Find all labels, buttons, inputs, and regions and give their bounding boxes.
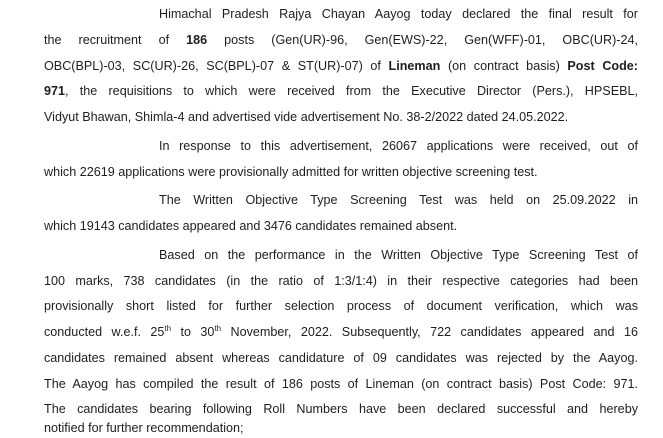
text-segment: posts (Gen(UR)-96, Gen(EWS)-22, Gen(WFF)-01, OBC(UR)-24, [207,33,638,47]
text-segment: , the requisitions to which were received from the Executive Director (Pers.), HPSEBL, [65,84,638,98]
text-line [44,418,638,438]
bold-text: Lineman [388,59,441,73]
text-line [44,271,638,291]
text-segment: The candidates bearing following Roll Numbers have been declared successful and hereby [44,402,638,416]
text-segment: In response to this advertisement, 26067 applications were received, out of [159,139,638,153]
text-line [44,399,638,419]
bold-text: 971 [44,84,66,98]
text-segment: The Written Objective Type Screening Test was held on 25.09.2022 in [159,193,638,207]
text-segment: Vidyut Bhawan, Shimla-4 and advertised vide advertisement No. 38-2/2022 dated 24.05.2022. [44,110,569,124]
text-line [44,81,638,101]
text-line [44,348,638,368]
text-line [159,245,638,265]
text-line [44,322,638,342]
text-line [44,56,638,76]
text-segment: which 22619 applications were provisionally admitted for written objective screening test. [44,165,538,179]
text-segment: which 19143 candidates appeared and 3476 candidates remained absent. [44,219,458,233]
text-segment: 100 marks, 738 candidates (in the ratio of 1:3/1:4) in their respective categories had been [44,274,638,288]
text-line [44,374,638,394]
text-segment: the recruitment of [44,33,187,47]
text-segment: to 30 [171,325,215,339]
text-line [159,190,638,210]
text-segment: notified for further recommendation; [44,421,244,435]
text-line [44,107,638,127]
superscript-text: th [164,323,172,333]
text-segment: (on contract basis) [440,59,568,73]
text-line [44,30,638,50]
bold-text: Post Code: [567,59,638,73]
text-segment: Himachal Pradesh Rajya Chayan Aayog today declared the final result for [159,7,638,21]
text-line [44,162,638,182]
text-segment: provisionally short listed for further selection process of document verification, which was [44,299,638,313]
text-line [159,4,638,24]
text-segment: November, 2022. Subsequently, 722 candidates appeared and 16 [221,325,638,339]
text-line [44,296,638,316]
text-line [159,136,638,156]
superscript-text: th [214,323,222,333]
text-line [44,216,638,236]
text-segment: candidates remained absent whereas candidature of 09 candidates was rejected by the Aayog. [44,351,638,365]
text-segment: Based on the performance in the Written Objective Type Screening Test of [159,248,638,262]
text-segment: conducted w.e.f. 25 [44,325,165,339]
text-segment: OBC(BPL)-03, SC(UR)-26, SC(BPL)-07 & ST(UR)-07) of [44,59,389,73]
text-segment: The Aayog has compiled the result of 186 posts of Lineman (on contract basis) Post Code: 971. [44,377,638,391]
bold-text: 186 [186,33,208,47]
